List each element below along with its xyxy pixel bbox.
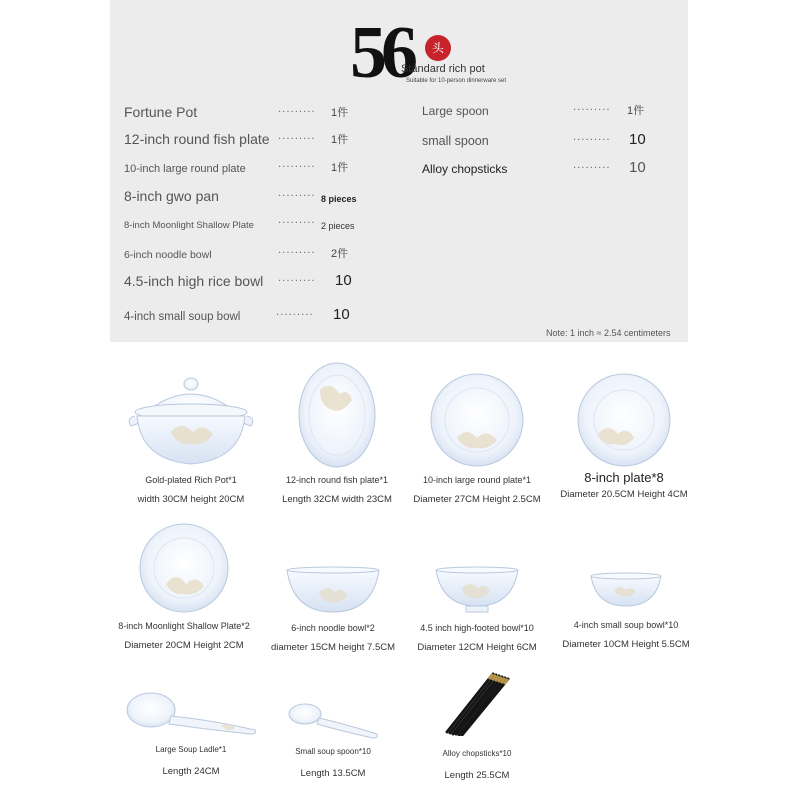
set-subtitle: Standard rich pot <box>401 63 485 75</box>
fish-plate-icon <box>292 360 382 470</box>
spoon-icon <box>285 700 381 740</box>
product-ladle: Large Soup Ladle*1 Length 24CM <box>111 690 271 778</box>
ladle-icon <box>121 690 261 736</box>
product-round-plate: 10-inch large round plate*1 Diameter 27CM Height 2.5CM <box>397 372 557 506</box>
set-count: 56 <box>350 12 412 94</box>
product-spoon: Small soup spoon*10 Length 13.5CM <box>253 700 413 780</box>
product-rice-bowl: 4.5 inch high-footed bowl*10 Diameter 12CM Height 6CM <box>397 566 557 654</box>
product-noodle-bowl: 6-inch noodle bowl*2 diameter 15CM height 7.5CM <box>253 566 413 654</box>
chopsticks-icon <box>437 670 517 736</box>
product-fish-plate: 12-inch round fish plate*1 Length 32CM width 23CM <box>257 360 417 506</box>
soup-bowl-icon <box>588 572 664 612</box>
product-chopsticks: Alloy chopsticks*10 Length 25.5CM <box>397 670 557 782</box>
rice-bowl-icon <box>432 566 522 616</box>
product-shallow-plate: 8-inch Moonlight Shallow Plate*2 Diameter 20CM Height 2CM <box>104 520 264 652</box>
unit-note: Note: 1 inch ≈ 2.54 centimeters <box>546 328 671 338</box>
round-plate-icon <box>427 372 527 468</box>
noodle-bowl-icon <box>283 566 383 616</box>
plate-icon <box>574 372 674 468</box>
product-soup-bowl: 4-inch small soup bowl*10 Diameter 10CM Height 5.5CM <box>546 572 706 651</box>
shallow-plate-icon <box>136 520 232 616</box>
product-pot: Gold-plated Rich Pot*1 width 30CM height 20CM <box>111 372 271 506</box>
head-badge: 头 <box>425 35 451 61</box>
set-subnote: Suitable for 10-person dinnerware set <box>406 78 507 84</box>
product-plate: 8-inch plate*8 Diameter 20.5CM Height 4CM <box>544 372 704 501</box>
pot-icon <box>121 372 261 472</box>
